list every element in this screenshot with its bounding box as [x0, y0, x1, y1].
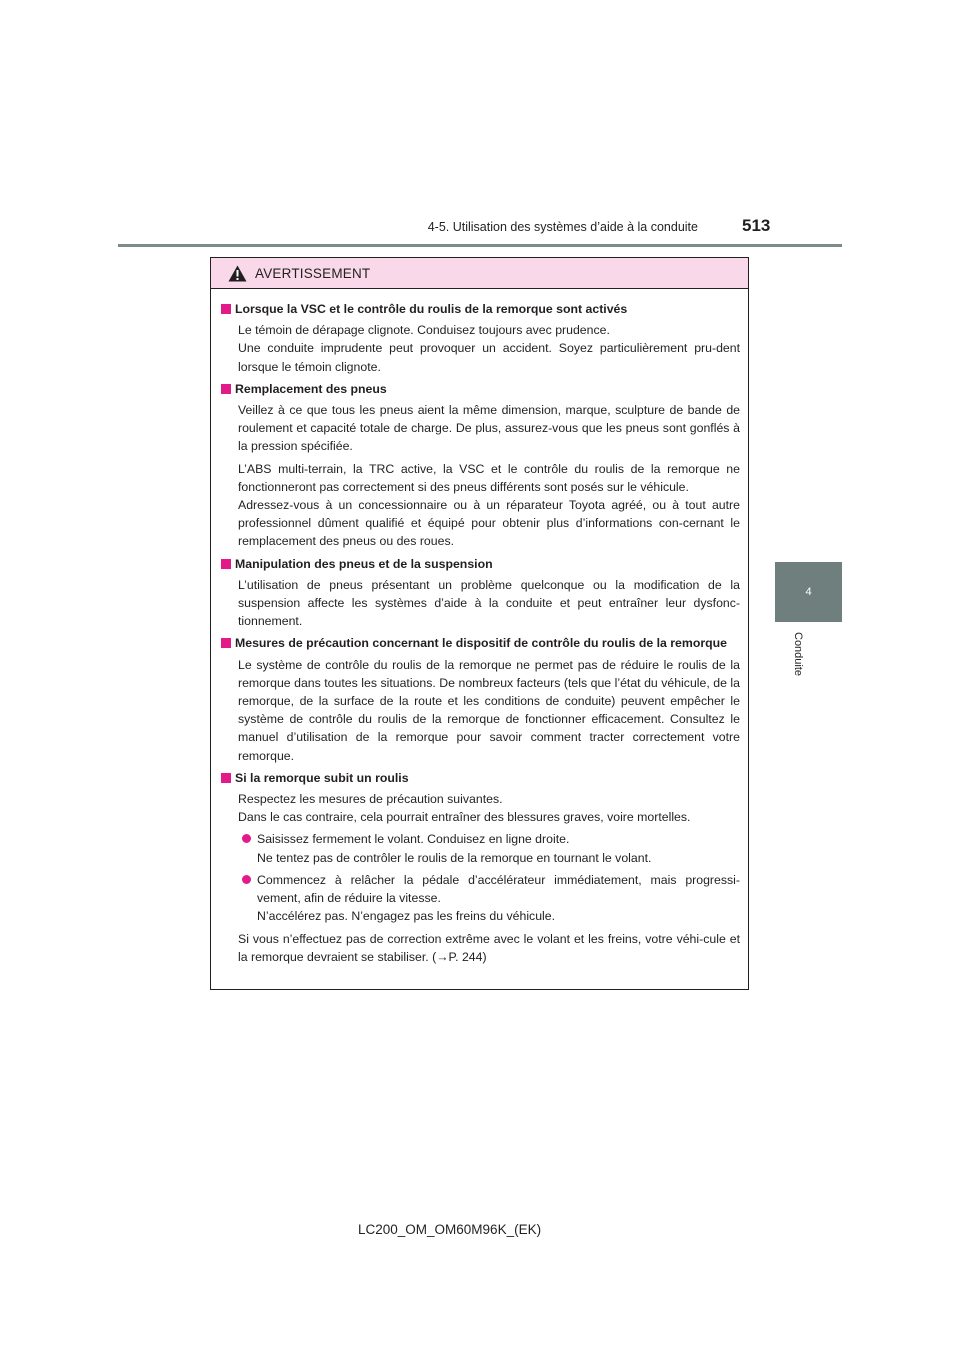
header-rule [118, 244, 842, 247]
section-title [220, 380, 740, 398]
section-paragraph: L’ABS multi-terrain, la TRC active, la VSC et le contrôle du roulis de la remorque ne fonctionneront pas correctement si des pneus différents sont posés sur le véhicule. Adressez-vous à un concessionnaire ou à un réparateur Toyota agréé, ou à tout autre professionnel dûment qualifié et équipé pour obtenir plus d’informations con-cernant le remplacement des pneus ou des roues. [238, 461, 740, 549]
section-title-text: Mesures de précaution concernant le dispositif de contrôle du roulis de la remorque [235, 636, 727, 651]
section-paragraph: Respectez les mesures de précaution suivantes. Dans le cas contraire, cela pourrait entraîner des blessures graves, voire mortelles. [238, 792, 691, 825]
square-bullet-icon [221, 559, 231, 569]
warning-section [220, 380, 740, 551]
warning-title: AVERTISSEMENT [255, 265, 371, 281]
document-code: LC200_OM_OM60M96K_(EK) [358, 1222, 542, 1237]
warning-triangle-icon [228, 265, 247, 282]
square-bullet-icon [221, 304, 231, 314]
section-title [220, 555, 740, 573]
section-paragraph: Veillez à ce que tous les pneus aient la même dimension, marque, sculpture de bande de roulement et capacité totale de charge. De plus, assurez-vous que les pneus sont gonflés à la pression spécifiée. [238, 403, 740, 454]
section-title-text: Remplacement des pneus [235, 381, 387, 396]
warning-section [220, 769, 740, 966]
warning-section [220, 555, 740, 631]
square-bullet-icon [221, 773, 231, 783]
section-paragraph: Le système de contrôle du roulis de la remorque ne permet pas de réduire le roulis de la remorque dans toutes les situations. De nombreux facteurs (tels que l’état du véhicule, de la remorque, de la surface de la route et les conditions de conduite) peuvent empêcher le système de contrôle du roulis de la remorque de fonctionner efficacement. Consultez le manuel d’utilisation de la remorque pour savoir comment tracter correctement votre remorque. [238, 657, 740, 763]
chapter-label: Conduite [792, 632, 804, 677]
round-bullet-icon [242, 834, 251, 843]
warning-section [220, 300, 740, 376]
header-section-title: 4-5. Utilisation des systèmes d’aide à la conduite [427, 220, 698, 234]
section-title [220, 300, 740, 318]
warning-body [211, 289, 748, 966]
section-paragraph: L’utilisation de pneus présentant un problème quelconque ou la modification de la suspension affecte les systèmes d’aide à la conduite et peut entraîner leur dysfonc-tionnement. [238, 577, 740, 629]
warning-box [210, 257, 749, 990]
section-title [220, 769, 740, 787]
list-item [238, 871, 740, 926]
round-bullet-icon [242, 875, 251, 884]
section-title-text: Manipulation des pneus et de la suspension [235, 556, 493, 571]
warning-section [220, 634, 740, 764]
section-title [220, 634, 740, 652]
section-title-text: Lorsque la VSC et le contrôle du roulis de la remorque sont activés [235, 302, 628, 316]
warning-header [211, 258, 748, 289]
section-title-text: Si la remorque subit un roulis [235, 770, 409, 785]
square-bullet-icon [221, 638, 231, 648]
list-item-text: Saisissez fermement le volant. Conduisez en ligne droite. Ne tentez pas de contrôler le roulis de la remorque en tournant le volant. [257, 832, 652, 865]
section-paragraph: Si vous n’effectuez pas de correction extrême avec le volant et les freins, votre véhi-cule et la remorque devraient se stabiliser. (→P. 244) [238, 931, 740, 964]
chapter-tab: 4 [775, 562, 842, 622]
section-paragraph: Le témoin de dérapage clignote. Conduisez toujours avec prudence. Une conduite imprudente peut provoquer un accident. Soyez particulièrement pru-dent lorsque le témoin clignote. [238, 323, 740, 374]
list-item-text: Commencez à relâcher la pédale d’accélérateur immédiatement, mais progressi-vement, afin de réduire la vitesse. N’accélérez pas. N’engagez pas les freins du véhicule. [257, 872, 740, 924]
square-bullet-icon [221, 384, 231, 394]
page-number: 513 [742, 216, 771, 235]
list-item [238, 830, 740, 866]
